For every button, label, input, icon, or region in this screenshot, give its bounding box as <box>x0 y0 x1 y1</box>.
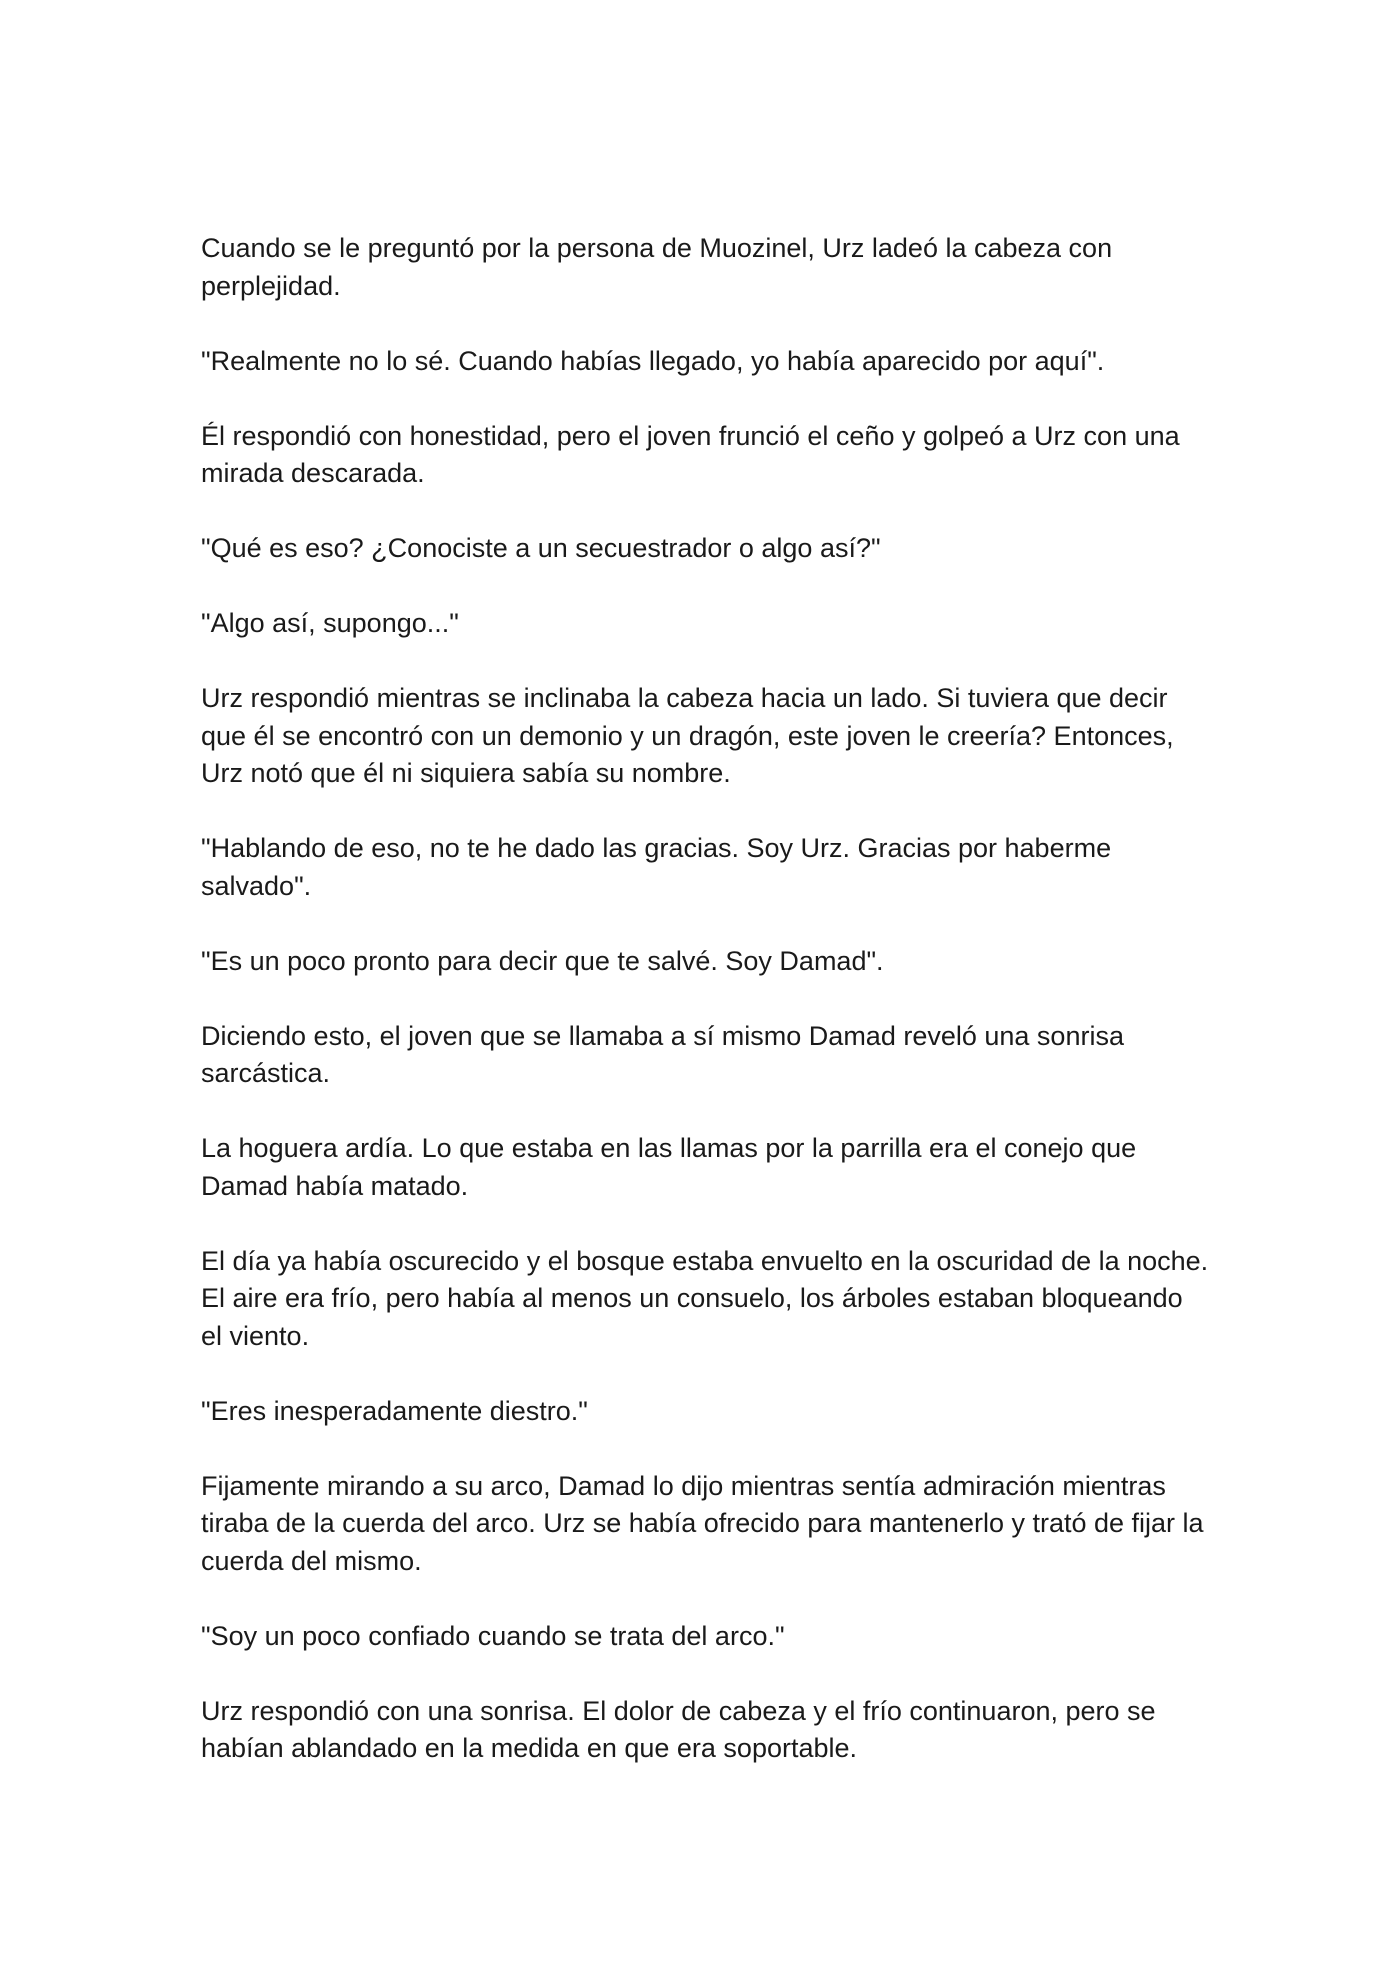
paragraph: "Realmente no lo sé. Cuando habías llegado, yo había aparecido por aquí". <box>201 345 1105 376</box>
paragraph: "Algo así, supongo..." <box>201 608 459 638</box>
paragraph: Él respondió con honestidad, pero el joven frunció el ceño y golpeó a Urz con una mirada descarada. <box>201 420 1180 488</box>
paragraph: El día ya había oscurecido y el bosque estaba envuelto en la oscuridad de la noche. El aire era frío, pero había al menos un consuelo, los árboles estaban bloqueando el viento. <box>201 1245 1209 1351</box>
paragraph: "Soy un poco confiado cuando se trata del arco." <box>201 1620 785 1651</box>
paragraph: "Qué es eso? ¿Conociste a un secuestrador o algo así?" <box>201 533 881 563</box>
document-body <box>201 230 1211 1805</box>
paragraph: "Hablando de eso, no te he dado las gracias. Soy Urz. Gracias por haberme salvado". <box>201 833 1112 901</box>
paragraph: Urz respondió mientras se inclinaba la cabeza hacia un lado. Si tuviera que decir que él se encontró con un demonio y un dragón, este joven le creería? Entonces, Urz notó que él ni siquiera sabía su nombre. <box>201 683 1174 788</box>
paragraph: "Es un poco pronto para decir que te salvé. Soy Damad". <box>201 945 884 976</box>
paragraph: Urz respondió con una sonrisa. El dolor de cabeza y el frío continuaron, pero se habían ablandado en la medida en que era soportable. <box>201 1695 1156 1763</box>
paragraph: "Eres inesperadamente diestro." <box>201 1395 588 1426</box>
paragraph: Fijamente mirando a su arco, Damad lo dijo mientras sentía admiración mientras tiraba de la cuerda del arco. Urz se había ofrecido para mantenerlo y trató de fijar la cuerda del mismo. <box>201 1470 1204 1576</box>
paragraph: La hoguera ardía. Lo que estaba en las llamas por la parrilla era el conejo que Damad había matado. <box>201 1133 1137 1201</box>
paragraph: Cuando se le preguntó por la persona de Muozinel, Urz ladeó la cabeza con perplejidad. <box>201 233 1113 301</box>
paragraph: Diciendo esto, el joven que se llamaba a sí mismo Damad reveló una sonrisa sarcástica. <box>201 1020 1124 1088</box>
